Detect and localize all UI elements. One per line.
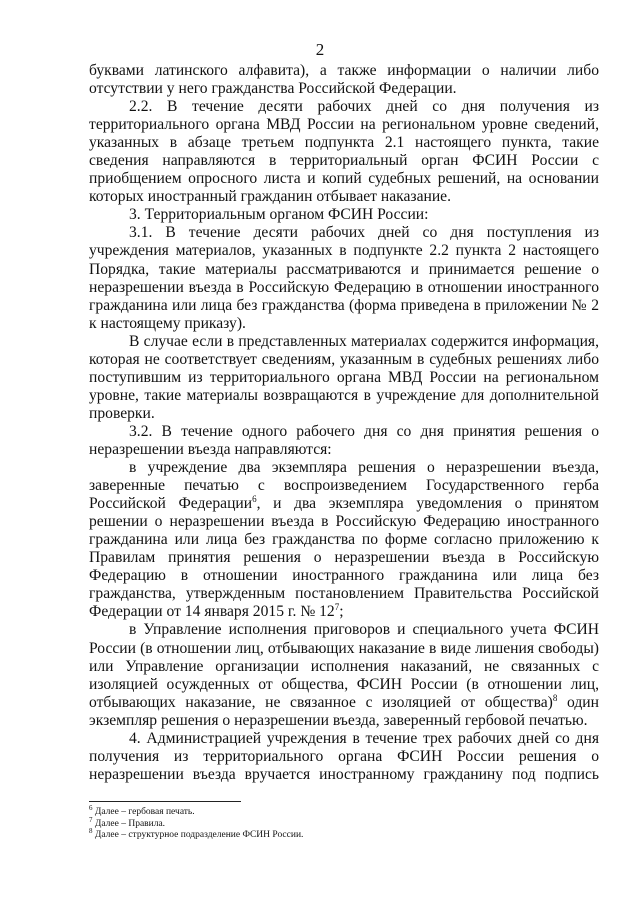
paragraph-text: 3.2. В течение одного рабочего дня со дня принятия решения о неразрешении въезда направляются: [89,422,599,458]
footnote-7 [89,815,599,831]
footnote-8 [89,826,599,842]
paragraph-3-heading [89,206,599,224]
footnote-mark: 8 [89,826,93,835]
paragraph-text: 3.1. В течение десяти рабочих дней со дня поступления из учреждения материалов, указанных в подпункте 2.2 пункта 2 настоящего Порядка, такие материалы рассматриваются и принимается решение о неразрешении въезда в Российскую Федерацию в отношении иностранного гражданина или лица без гражданства (форма приведена в приложении № 2 к настоящему приказу). [89,224,599,332]
paragraph-3-1 [89,224,599,332]
paragraph-text: , и два экземпляра уведомления о принятом решении о неразрешении въезда в Российскую Федерацию иностранного гражданина или лица без гражданства по форме согласно приложению к Правилам принятия решения о неразрешении въезда в Российскую Федерацию в отношении иностранного гражданина или лица без гражданства, утвержденным постановлением Правительства Российской Федерации от 14 января 2015 г. № 12 [89,495,599,621]
footnote-text: Далее – Правила. [92,818,166,829]
footnote-reference: 7 [334,602,340,613]
paragraph-2-2 [89,98,599,206]
footnotes [89,801,599,842]
footnote-reference: 6 [252,493,257,504]
footnote-reference: 8 [552,692,558,703]
paragraph-4 [89,730,599,784]
footnote-text: Далее – структурное подразделение ФСИН России. [92,830,304,840]
paragraph-text: ; [339,603,344,621]
footnote-text: Далее – гербовая печать. [92,807,195,817]
paragraph-3-2-institution [89,459,599,621]
footnote-mark: 6 [89,803,93,812]
paragraph-text: в Управление исполнения приговоров и специального учета ФСИН России (в отношении лиц, отбывающих наказание в виде лишения свободы) или Управление организации исполнения наказаний, не связанных с изоляцией осужденных от общества, ФСИН России (в отношении лиц, отбывающих наказание, не связанное с изоляцией от общества) [89,621,599,711]
paragraph-text: один экземпляр решения о неразрешении въезда, заверенный гербовой печатью. [89,693,599,729]
paragraph-text: 4. Администрацией учреждения в течение трех рабочих дней со дня получения из территориального органа ФСИН России решения о неразрешении въезда вручается иностранному гражданину под подпись [89,729,599,783]
paragraph-text: В случае если в представленных материалах содержится информация, которая не соответствует сведениям, указанным в судебных решениях либо поступившим из территориального органа МВД России на региональном уровне, такие материалы возвращаются в учреждение для дополнительной проверки. [89,332,599,422]
footnote-6 [89,803,599,819]
footnote-mark: 7 [89,815,93,824]
page-number: 2 [315,40,325,59]
paragraph-text: в учреждение два экземпляра решения о неразрешении въезда, заверенные печатью с воспроизведением Государственного герба Российской Федерации [89,459,599,513]
paragraph-3-2 [89,423,599,459]
paragraph-3-2-department [89,621,599,729]
paragraph-continuation [89,62,599,98]
paragraph-3-1-return [89,333,599,423]
paragraph-text: буквами латинского алфавита), а также информации о наличии либо отсутствии у него гражданства Российской Федерации. [89,62,599,98]
paragraph-text: 2.2. В течение десяти рабочих дней со дня получения из территориального органа МВД России на региональном уровне сведений, указанных в абзаце третьем подпункта 2.1 настоящего пункта, такие сведения направляются в территориальный орган ФСИН России с приобщением опросного листа и копий судебных решений, на основании которых иностранный гражданин отбывает наказание. [89,98,599,206]
document-body [89,62,599,784]
paragraph-text: 3. Территориальным органом ФСИН России: [129,206,429,224]
footnote-separator [89,801,241,802]
